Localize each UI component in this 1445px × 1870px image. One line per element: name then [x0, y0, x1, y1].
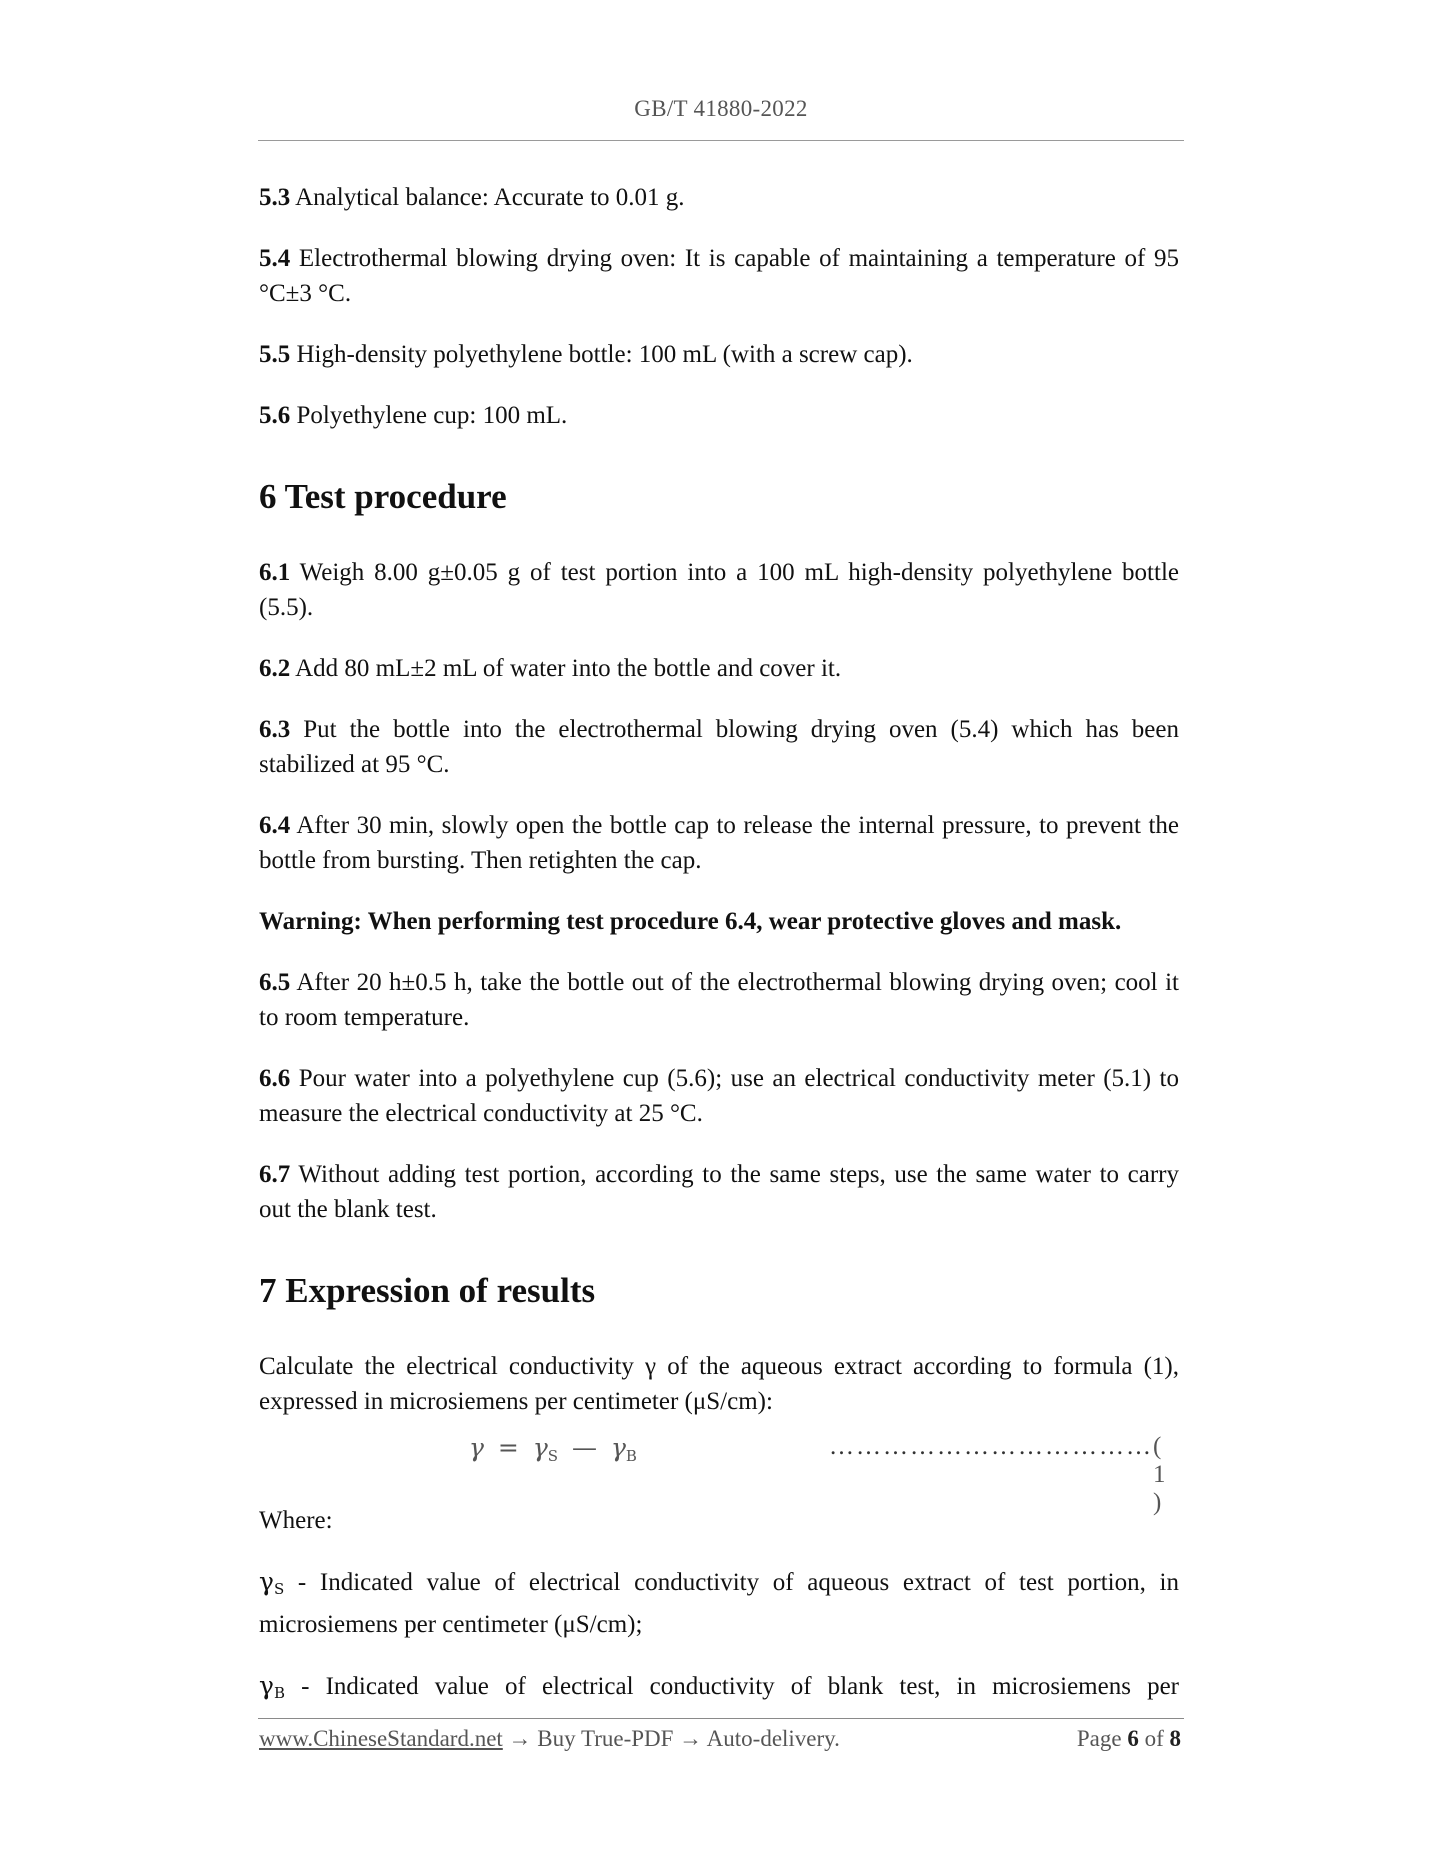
clause-number: 6.1 — [259, 559, 291, 586]
page-number — [1077, 1726, 1181, 1752]
clause-number: 6.3 — [259, 716, 291, 743]
clause-number: 6.4 — [259, 812, 291, 839]
warning-note: Warning: When performing test procedure 6.4, wear protective gloves and mask. — [259, 908, 1122, 935]
page-label: Page — [1076, 1726, 1122, 1751]
clause-text: Electrothermal blowing drying oven: It is capable of maintaining a temperature of 95 °C±3 °C. — [259, 245, 1179, 307]
section-heading-6: 6 Test procedure — [259, 477, 507, 516]
clause-6-2 — [259, 651, 1179, 686]
site-link[interactable]: www.ChineseStandard.net — [259, 1726, 503, 1751]
section-heading-7: 7 Expression of results — [259, 1271, 596, 1310]
header-divider — [258, 140, 1184, 141]
clause-number: 6.6 — [259, 1065, 291, 1092]
page-content — [259, 180, 1179, 1737]
page-total: 8 — [1169, 1726, 1181, 1751]
definition-gamma-s — [259, 1564, 1179, 1642]
clause-number: 5.3 — [259, 184, 291, 211]
definition-text: - Indicated value of electrical conductivity of blank test, in microsiemens per — [284, 1673, 1179, 1700]
formula-dot-leader: ……………………………… — [829, 1433, 1153, 1460]
clause-5-3 — [259, 180, 1179, 215]
formula-equals: = — [497, 1433, 519, 1462]
clause-6-6 — [259, 1061, 1179, 1131]
clause-number: 6.7 — [259, 1161, 291, 1188]
clause-6-4 — [259, 808, 1179, 878]
clause-text: Polyethylene cup: 100 mL. — [290, 402, 568, 429]
clause-text: Without adding test portion, according to the same steps, use the same water to carry out the blank test. — [259, 1161, 1179, 1223]
clause-text: Weigh 8.00 g±0.05 g of test portion into a 100 mL high-density polyethylene bottle (5.5). — [259, 559, 1179, 621]
footer-divider — [258, 1718, 1184, 1719]
formula-term-s-subscript: S — [547, 1447, 559, 1465]
formula-expression — [469, 1433, 637, 1465]
clause-text: Pour water into a polyethylene cup (5.6); use an electrical conductivity meter (5.1) to measure the electrical conductivity at 25 °C. — [259, 1065, 1179, 1127]
symbol-char: γ — [259, 1671, 274, 1700]
formula-minus: — — [572, 1433, 597, 1462]
clause-5-4 — [259, 241, 1179, 311]
footer-left — [259, 1726, 840, 1752]
clause-number: 5.5 — [259, 341, 291, 368]
formula-leader — [829, 1433, 1179, 1517]
formula-term-s: γ — [532, 1433, 548, 1462]
page-header: GB/T 41880-2022 — [634, 96, 808, 121]
clause-text: Analytical balance: Accurate to 0.01 g. — [290, 184, 685, 211]
formula-term-b: γ — [610, 1433, 626, 1462]
results-intro: Calculate the electrical conductivity γ of the aqueous extract according to formula (1), expressed in microsiemens per centimeter (μS/cm): — [259, 1353, 1179, 1415]
symbol-subscript: B — [273, 1684, 285, 1702]
where-label: Where: — [259, 1507, 333, 1534]
clause-number: 6.2 — [259, 655, 291, 682]
formula-term-b-subscript: B — [625, 1447, 637, 1465]
symbol-subscript: S — [273, 1580, 285, 1598]
clause-number: 6.5 — [259, 969, 291, 996]
clause-text: High-density polyethylene bottle: 100 mL (with a screw cap). — [290, 341, 913, 368]
clause-number: 5.6 — [259, 402, 291, 429]
clause-6-3 — [259, 712, 1179, 782]
clause-5-6 — [259, 398, 1179, 433]
clause-number: 5.4 — [259, 245, 291, 272]
symbol-gamma-s — [259, 1567, 284, 1596]
footer-trail: → Buy True-PDF → Auto-delivery. — [502, 1726, 840, 1751]
clause-text: After 20 h±0.5 h, take the bottle out of the electrothermal blowing drying oven; cool it to room temperature. — [259, 969, 1179, 1031]
clause-text: Put the bottle into the electrothermal blowing drying oven (5.4) which has been stabilized at 95 °C. — [259, 716, 1179, 778]
formula-1 — [259, 1433, 1179, 1516]
definition-text: - Indicated value of electrical conductivity of aqueous extract of test portion, in microsiemens per centimeter (μS/cm); — [259, 1569, 1179, 1638]
clause-text: After 30 min, slowly open the bottle cap to release the internal pressure, to prevent the bottle from bursting. Then retighten the cap. — [259, 812, 1179, 874]
clause-6-5 — [259, 965, 1179, 1035]
clause-6-1 — [259, 555, 1179, 625]
page-footer — [259, 1726, 1181, 1752]
formula-number: ( 1 ) — [1153, 1433, 1166, 1516]
page-of: of — [1144, 1726, 1164, 1751]
clause-text: Add 80 mL±2 mL of water into the bottle and cover it. — [290, 655, 842, 682]
clause-5-5 — [259, 337, 1179, 372]
symbol-char: γ — [259, 1567, 274, 1596]
definition-gamma-b — [259, 1668, 1179, 1711]
symbol-gamma-b — [259, 1671, 285, 1700]
clause-6-7 — [259, 1157, 1179, 1227]
page-current: 6 — [1127, 1726, 1139, 1751]
formula-lhs: γ — [469, 1433, 484, 1462]
